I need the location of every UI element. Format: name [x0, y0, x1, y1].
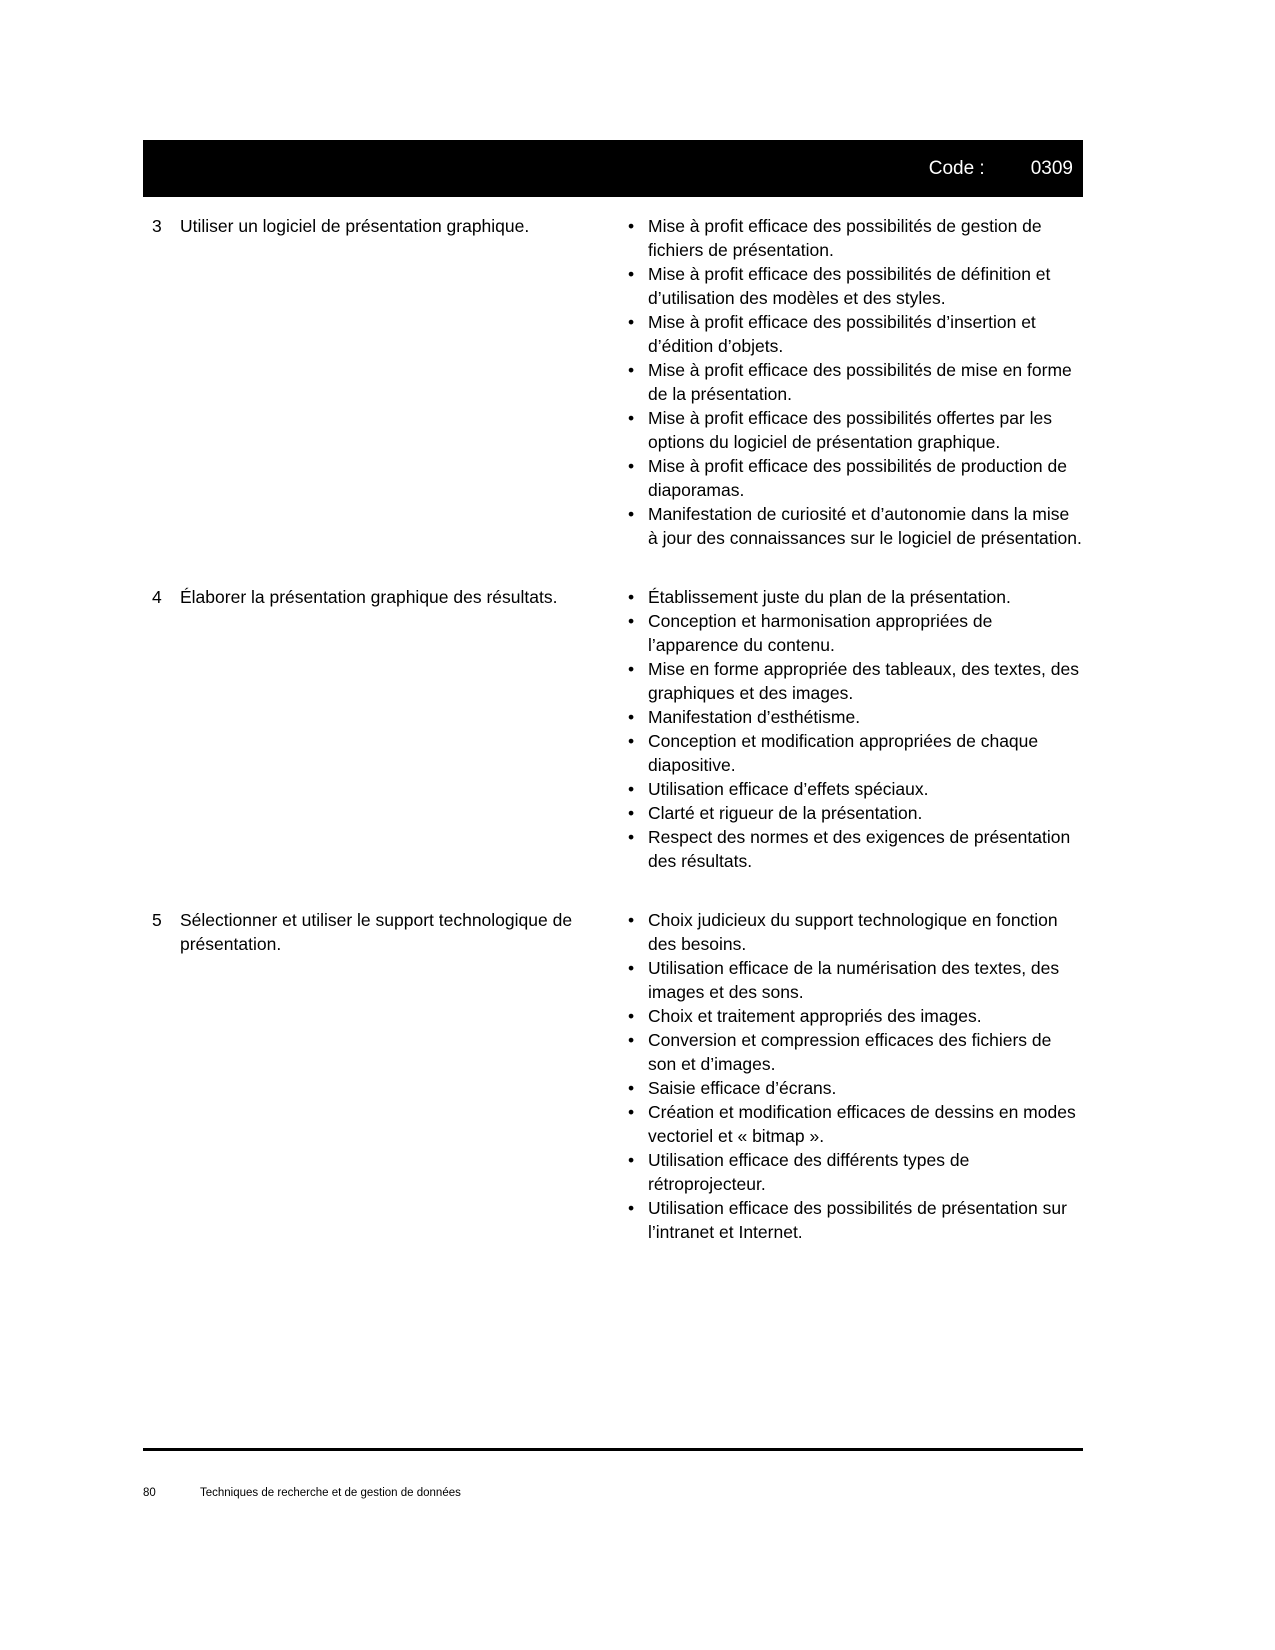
footer-rule: [143, 1448, 1083, 1451]
section-number: 4: [152, 587, 162, 607]
bullet-item: • Saisie efficace d’écrans.: [625, 1076, 1083, 1100]
bullet-item: • Utilisation efficace des différents types de rétroprojecteur.: [625, 1148, 1083, 1196]
section-row: [143, 585, 1083, 873]
bullet-item: • Mise à profit efficace des possibilités de production de diaporamas.: [625, 454, 1083, 502]
bullet-item: • Manifestation d’esthétisme.: [625, 705, 1083, 729]
bullet-item: • Mise à profit efficace des possibilités de gestion de fichiers de présentation.: [625, 214, 1083, 262]
bullet-item: • Conversion et compression efficaces des fichiers de son et d’images.: [625, 1028, 1083, 1076]
bullet-item: • Création et modification efficaces de dessins en modes vectoriel et « bitmap ».: [625, 1100, 1083, 1148]
bullet-item: • Choix judicieux du support technologique en fonction des besoins.: [625, 908, 1083, 956]
bullet-item: • Utilisation efficace de la numérisation des textes, des images et des sons.: [625, 956, 1083, 1004]
page-number: 80: [143, 1487, 156, 1499]
section-left-cell: [143, 214, 625, 238]
code-label: Code :: [928, 157, 985, 179]
sections: [143, 214, 1083, 1279]
section-row: [143, 908, 1083, 1244]
footer: [143, 1487, 1083, 1499]
footer-text: Techniques de recherche et de gestion de données: [200, 1487, 461, 1499]
bullet-item: • Mise à profit efficace des possibilités d’insertion et d’édition d’objets.: [625, 310, 1083, 358]
header-bar: [143, 140, 1083, 197]
section-bullet-list: [625, 214, 1083, 550]
bullet-item: • Utilisation efficace des possibilités de présentation sur l’intranet et Internet.: [625, 1196, 1083, 1244]
section-bullet-list: [625, 908, 1083, 1244]
bullet-item: • Mise à profit efficace des possibilités de mise en forme de la présentation.: [625, 358, 1083, 406]
bullet-item: • Mise en forme appropriée des tableaux, des textes, des graphiques et des images.: [625, 657, 1083, 705]
bullet-item: • Conception et harmonisation appropriées de l’apparence du contenu.: [625, 609, 1083, 657]
bullet-item: • Mise à profit efficace des possibilités offertes par les options du logiciel de présentation graphique.: [625, 406, 1083, 454]
section-row: [143, 214, 1083, 550]
section-title: Utiliser un logiciel de présentation graphique.: [180, 216, 530, 236]
code-value: 0309: [1030, 157, 1073, 179]
bullet-item: • Mise à profit efficace des possibilités de définition et d’utilisation des modèles et des styles.: [625, 262, 1083, 310]
section-left-cell: [143, 585, 625, 609]
bullet-item: • Utilisation efficace d’effets spéciaux.: [625, 777, 1083, 801]
bullet-item: • Conception et modification appropriées de chaque diapositive.: [625, 729, 1083, 777]
section-left-cell: [143, 908, 625, 956]
bullet-item: • Choix et traitement appropriés des images.: [625, 1004, 1083, 1028]
bullet-item: • Établissement juste du plan de la présentation.: [625, 585, 1083, 609]
bullet-item: • Clarté et rigueur de la présentation.: [625, 801, 1083, 825]
bullet-item: • Manifestation de curiosité et d’autonomie dans la mise à jour des connaissances sur le logiciel de présentation.: [625, 502, 1083, 550]
section-bullet-list: [625, 585, 1083, 873]
section-number: 5: [152, 910, 162, 930]
section-number: 3: [152, 216, 162, 236]
bullet-item: • Respect des normes et des exigences de présentation des résultats.: [625, 825, 1083, 873]
section-title: Élaborer la présentation graphique des résultats.: [180, 587, 558, 607]
section-title: Sélectionner et utiliser le support technologique de présentation.: [180, 910, 573, 954]
